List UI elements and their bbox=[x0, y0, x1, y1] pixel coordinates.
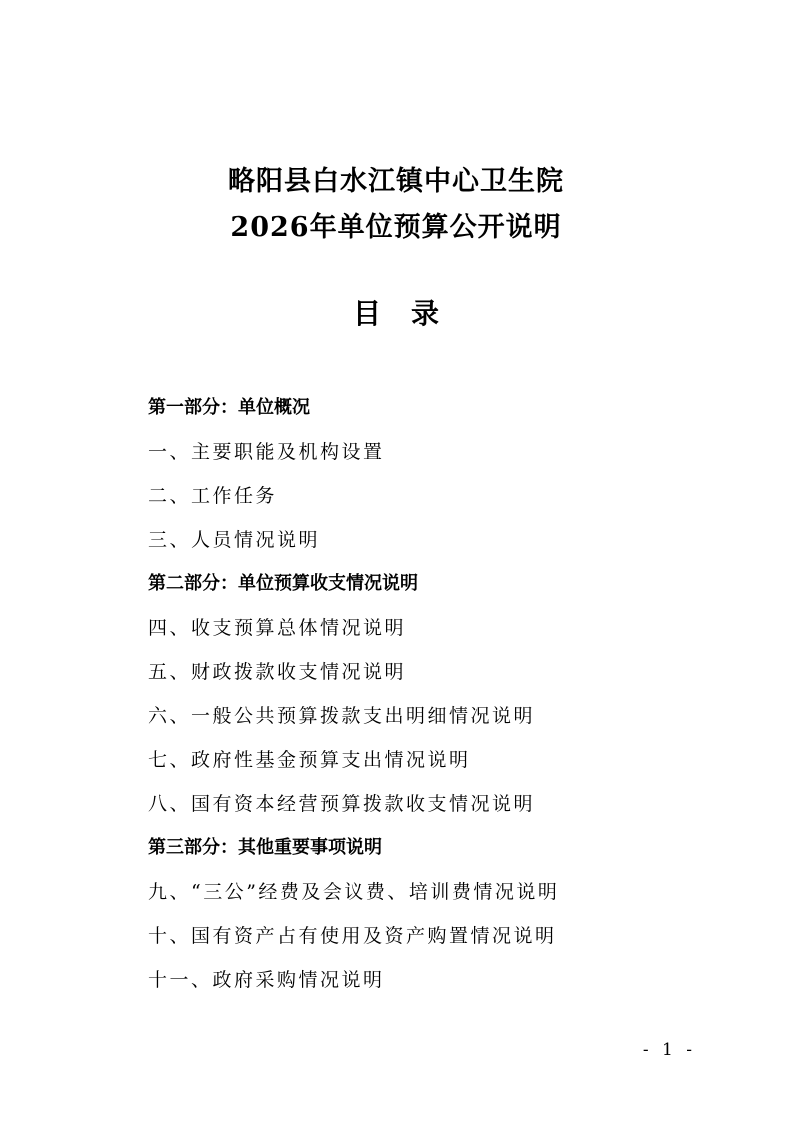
toc-item-9: 九、“三公”经费及会议费、培训费情况说明 bbox=[148, 881, 560, 903]
page-number: - 1 - bbox=[642, 1040, 696, 1060]
document-title-line1: 略阳县白水江镇中心卫生院 bbox=[228, 166, 564, 197]
toc-part-2: 第二部分：单位预算收支情况说明 bbox=[148, 573, 418, 594]
toc-item-2: 二、工作任务 bbox=[148, 485, 278, 507]
document-title-line2: 2026年单位预算公开说明 bbox=[230, 212, 562, 243]
toc-item-8: 八、国有资本经营预算拨款收支情况说明 bbox=[148, 793, 536, 815]
table-of-contents bbox=[148, 388, 708, 1004]
toc-item-4: 四、收支预算总体情况说明 bbox=[148, 617, 407, 639]
toc-part-3: 第三部分：其他重要事项说明 bbox=[148, 837, 382, 858]
toc-item-11: 十一、政府采购情况说明 bbox=[148, 969, 385, 991]
toc-part-1: 第一部分：单位概况 bbox=[148, 397, 310, 418]
toc-heading bbox=[0, 294, 792, 334]
toc-heading-char1: 目 bbox=[352, 297, 381, 330]
toc-item-3: 三、人员情况说明 bbox=[148, 529, 321, 551]
toc-item-6: 六、一般公共预算拨款支出明细情况说明 bbox=[148, 705, 536, 727]
toc-item-7: 七、政府性基金预算支出情况说明 bbox=[148, 749, 471, 771]
toc-item-10: 十、国有资产占有使用及资产购置情况说明 bbox=[148, 925, 557, 947]
toc-item-1: 一、主要职能及机构设置 bbox=[148, 441, 385, 463]
toc-heading-char2: 录 bbox=[411, 297, 440, 330]
toc-item-5: 五、财政拨款收支情况说明 bbox=[148, 661, 407, 683]
